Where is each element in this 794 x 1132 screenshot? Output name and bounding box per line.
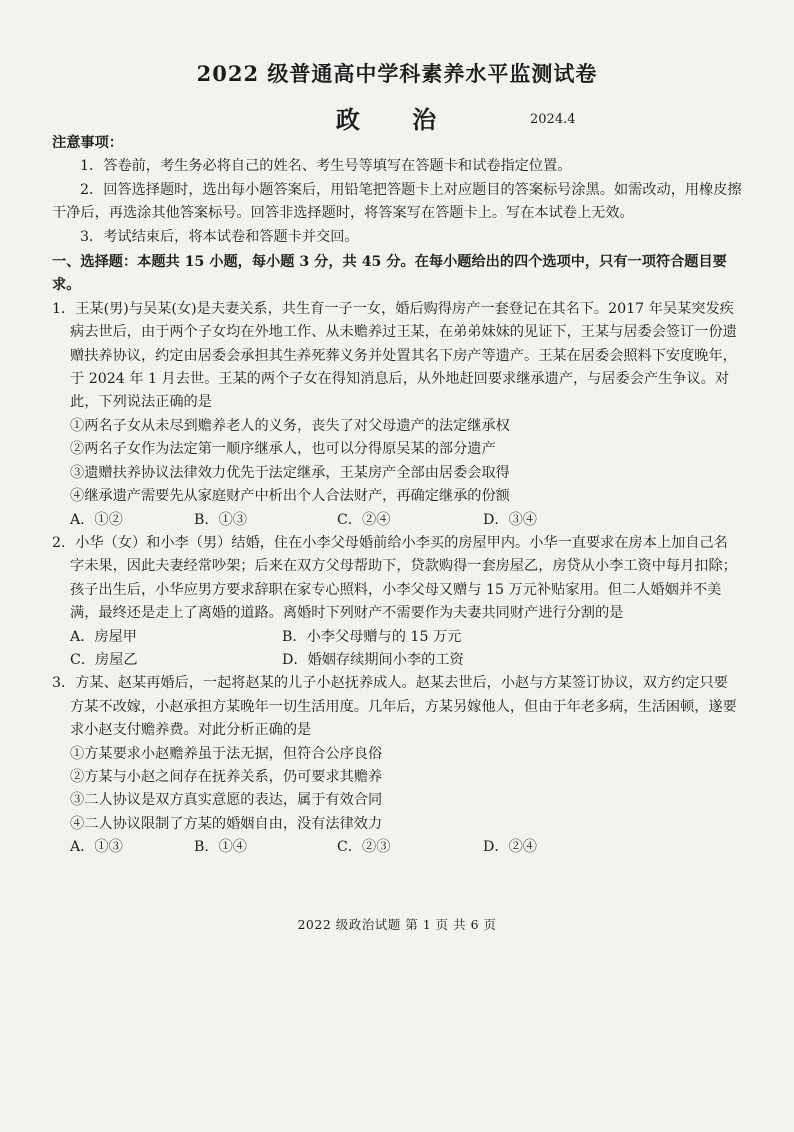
choice-c: C．②④ xyxy=(337,511,391,528)
choice-c: C．②③ xyxy=(337,839,391,856)
statement: ③二人协议是双方真实意愿的表达，属于有效合同 xyxy=(70,792,383,809)
statement: ③遗赠扶养协议法律效力优先于法定继承，王某房产全部由居委会取得 xyxy=(70,464,510,481)
notice-item-1: 1．答卷前，考生务必将自己的姓名、考生号等填写在答题卡和试卷指定位置。 xyxy=(80,158,572,175)
choice-b: B．①③ xyxy=(194,511,247,528)
answer-choices-row-1 xyxy=(52,626,742,649)
statement: ②两名子女作为法定第一顺序继承人，也可以分得原吴某的部分遗产 xyxy=(70,441,496,458)
answer-choices xyxy=(52,836,742,859)
choice-d: D．婚姻存续期间小李的工资 xyxy=(282,651,464,668)
exam-body xyxy=(52,132,742,860)
answer-choices-row-2 xyxy=(52,649,742,672)
question-stem: 3．方某、赵某再婚后，一起将赵某的儿子小赵抚养成人。赵某去世后，小赵与方某签订协议，双方约定只要方某不改嫁，小赵承担方某晚年一切生活用度。几年后，方某另嫁他人，但由于年老多病，生活困顿，遂要求小赵支付赡养费。对此分析正确的是 xyxy=(52,675,737,739)
statement: ④继承遗产需要先从家庭财产中析出个人合法财产，再确定继承的份额 xyxy=(70,488,510,505)
question-3 xyxy=(52,672,742,859)
question-stem: 1．王某(男)与吴某(女)是夫妻关系，共生育一子一女，婚后购得房产一套登记在其名下。2017 年吴某突发疾病去世后，由于两个子女均在外地工作、从未赡养过王某，在弟弟妹妹的见证下，王某与居委会签订一份遗赠扶养协议，约定由居委会承担其生养死葬义务并处置其名下房产等遗产。王某在居委会照料下安度晚年，于 2024 年 1 月去世。王某的两个子女在得知消息后，从外地赶回要求继承遗产，与居委会产生争议。对此，下列说法正确的是 xyxy=(52,300,737,411)
page-footer: 2022 级政治试题 第 1 页 共 6 页 xyxy=(297,917,497,932)
choice-a: A．①② xyxy=(70,511,123,528)
subject-title: 政 治 xyxy=(335,105,459,134)
choice-d: D．②④ xyxy=(483,839,537,856)
statement: ④二人协议限制了方某的婚姻自由，没有法律效力 xyxy=(70,815,383,832)
statement: ②方某与小赵之间存在抚养关系，仍可要求其赡养 xyxy=(70,768,383,785)
choice-d: D．③④ xyxy=(483,511,537,528)
choice-b: B．①④ xyxy=(194,839,247,856)
choice-a: A．①③ xyxy=(70,839,123,856)
notice-heading: 注意事项： xyxy=(52,135,123,151)
question-2 xyxy=(52,532,742,672)
exam-date: 2024.4 xyxy=(530,112,576,127)
exam-title: 2022 级普通高中学科素养水平监测试卷 xyxy=(196,61,598,86)
question-stem: 2．小华（女）和小李（男）结婚，住在小李父母婚前给小李买的房屋甲内。小华一直要求在房本上加自己名字未果，因此夫妻经常吵架；后来在双方父母帮助下，贷款购得一套房屋乙，房贷从小李工资中每月扣除；孩子出生后，小华应男方要求辞职在家专心照料，小李父母又赠与 15 万元补贴家用。但二人婚姻并不美满，最终还是走上了离婚的道路。离婚时下列财产不需要作为夫妻共同财产进行分割的是 xyxy=(52,534,737,622)
notice-item-2: 2．回答选择题时，选出每小题答案后，用铅笔把答题卡上对应题目的答案标号涂黑。如需改动，用橡皮擦干净后，再选涂其他答案标号。回答非选择题时，将答案写在答题卡上。写在本试卷上无效。 xyxy=(52,181,742,222)
notice-item-3: 3．考试结束后，将本试卷和答题卡并交回。 xyxy=(80,228,359,245)
answer-choices xyxy=(52,509,742,532)
section-heading: 一、选择题：本题共 15 小题，每小题 3 分，共 45 分。在每小题给出的四个选项中，只有一项符合题目要求。 xyxy=(52,254,727,294)
statement: ①方某要求小赵赡养虽于法无据，但符合公序良俗 xyxy=(70,745,383,762)
choice-c: C．房屋乙 xyxy=(70,651,138,668)
choice-b: B．小李父母赠与的 15 万元 xyxy=(282,628,462,645)
statement: ①两名子女从未尽到赡养老人的义务，丧失了对父母遗产的法定继承权 xyxy=(70,417,510,434)
choice-a: A．房屋甲 xyxy=(70,628,137,645)
question-1 xyxy=(52,298,742,532)
